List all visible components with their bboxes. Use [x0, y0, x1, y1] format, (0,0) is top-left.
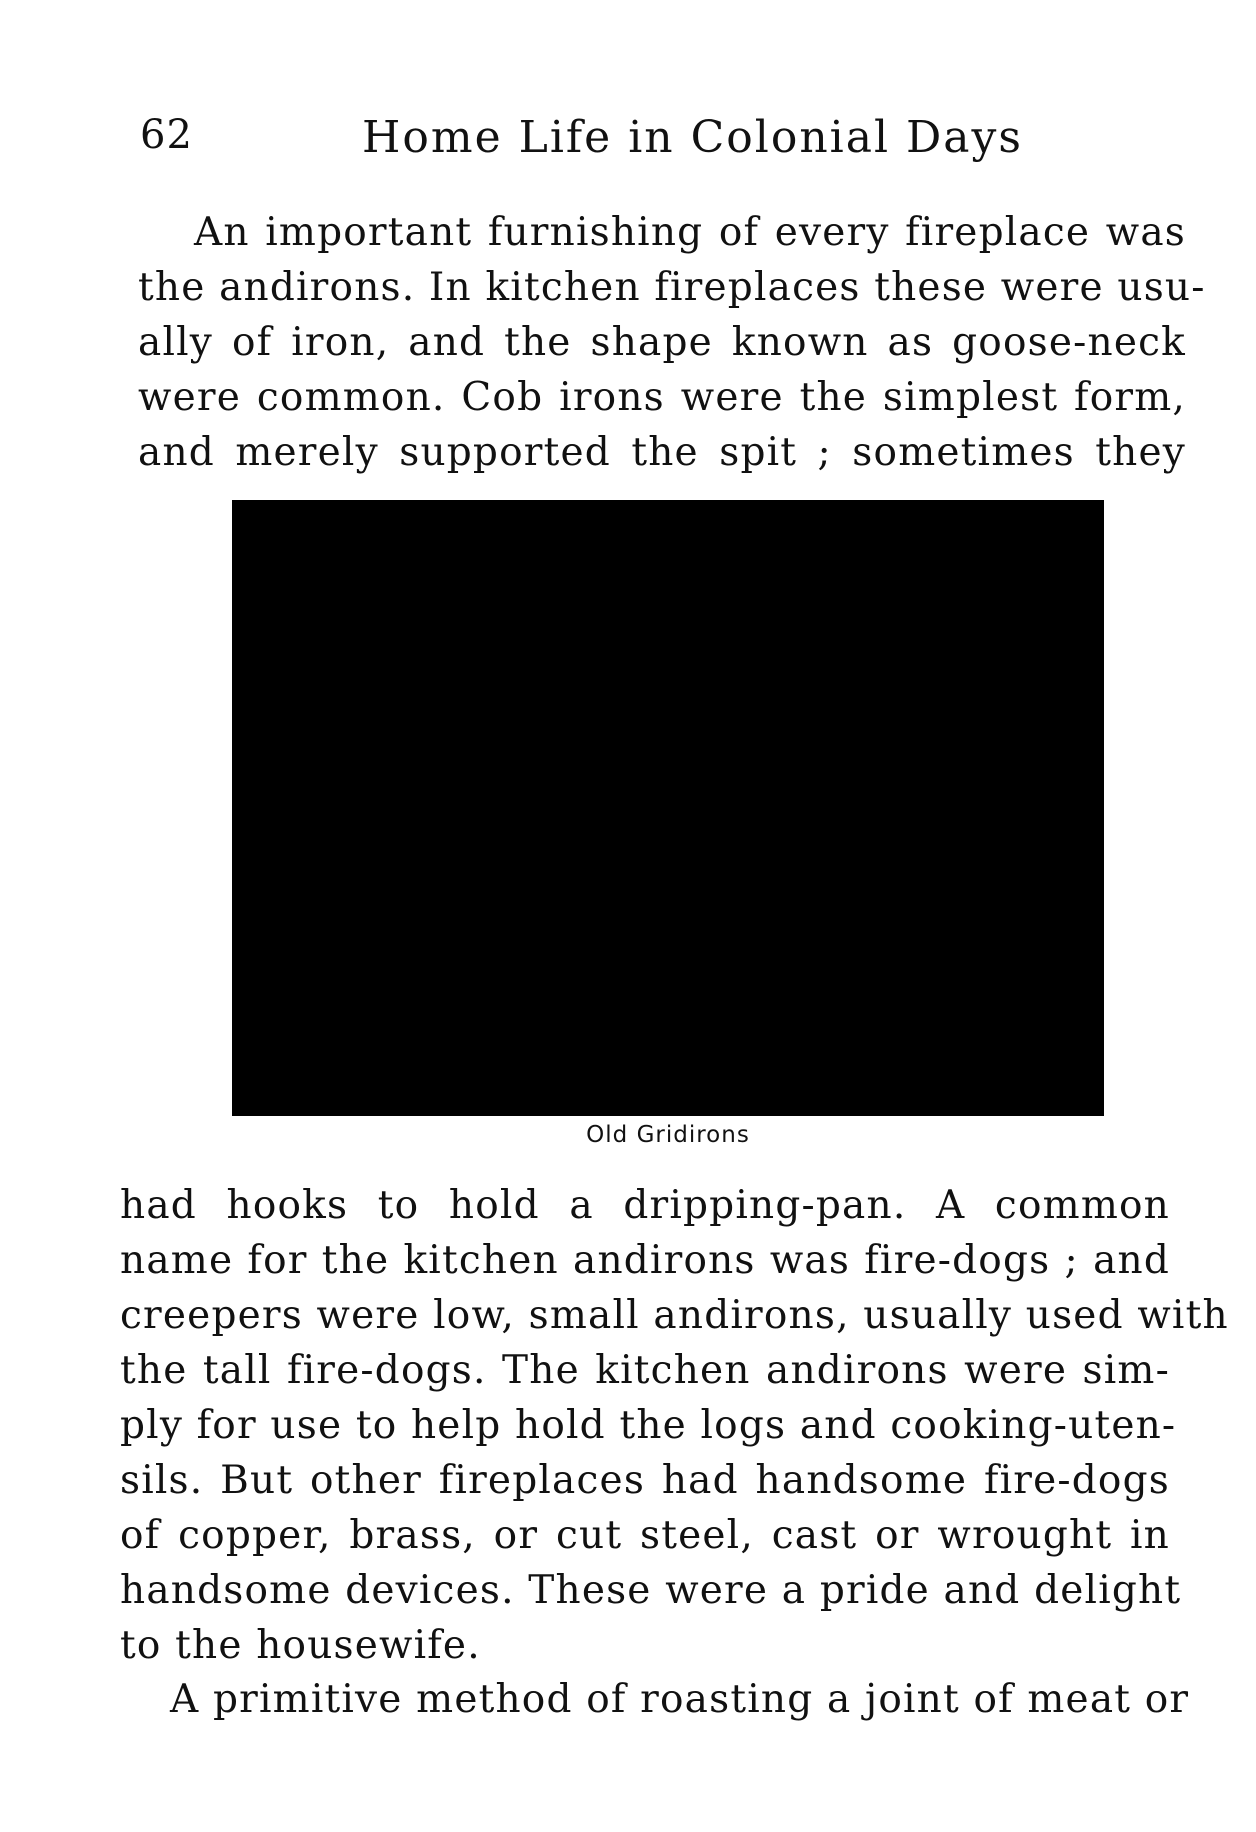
- figure-caption: Old Gridirons: [586, 1122, 750, 1148]
- paragraph: [120, 1672, 1190, 1727]
- text-line: the tall fire-dogs. The kitchen andirons were sim-: [120, 1348, 1170, 1393]
- text-line: name for the kitchen andirons was fire-dogs ; and: [120, 1238, 1170, 1283]
- text-line: had hooks to hold a dripping-pan. A common: [120, 1183, 1170, 1228]
- running-head: Home Life in Colonial Days: [362, 112, 1023, 163]
- text-line: creepers were low, small andirons, usually used with: [120, 1293, 1229, 1338]
- text-line: ally of iron, and the shape known as goose-neck: [138, 320, 1186, 365]
- paragraph: [120, 1178, 1229, 1673]
- text-line: sils. But other fireplaces had handsome fire-dogs: [120, 1458, 1170, 1503]
- paragraph: [138, 205, 1206, 480]
- figure-image: [232, 500, 1104, 1116]
- text-line: An important furnishing of every fireplace was: [194, 210, 1186, 255]
- text-line: to the housewife.: [120, 1623, 481, 1668]
- text-line: of copper, brass, or cut steel, cast or wrought in: [120, 1513, 1170, 1558]
- text-line: the andirons. In kitchen fireplaces these were usu-: [138, 265, 1206, 310]
- page-number: 62: [140, 112, 193, 158]
- text-line: and merely supported the spit ; sometimes they: [138, 430, 1186, 475]
- text-line: were common. Cob irons were the simplest form,: [138, 375, 1186, 420]
- text-line: A primitive method of roasting a joint of meat or: [170, 1677, 1190, 1722]
- text-line: handsome devices. These were a pride and delight: [120, 1568, 1182, 1613]
- text-line: ply for use to help hold the logs and cooking-uten-: [120, 1403, 1177, 1448]
